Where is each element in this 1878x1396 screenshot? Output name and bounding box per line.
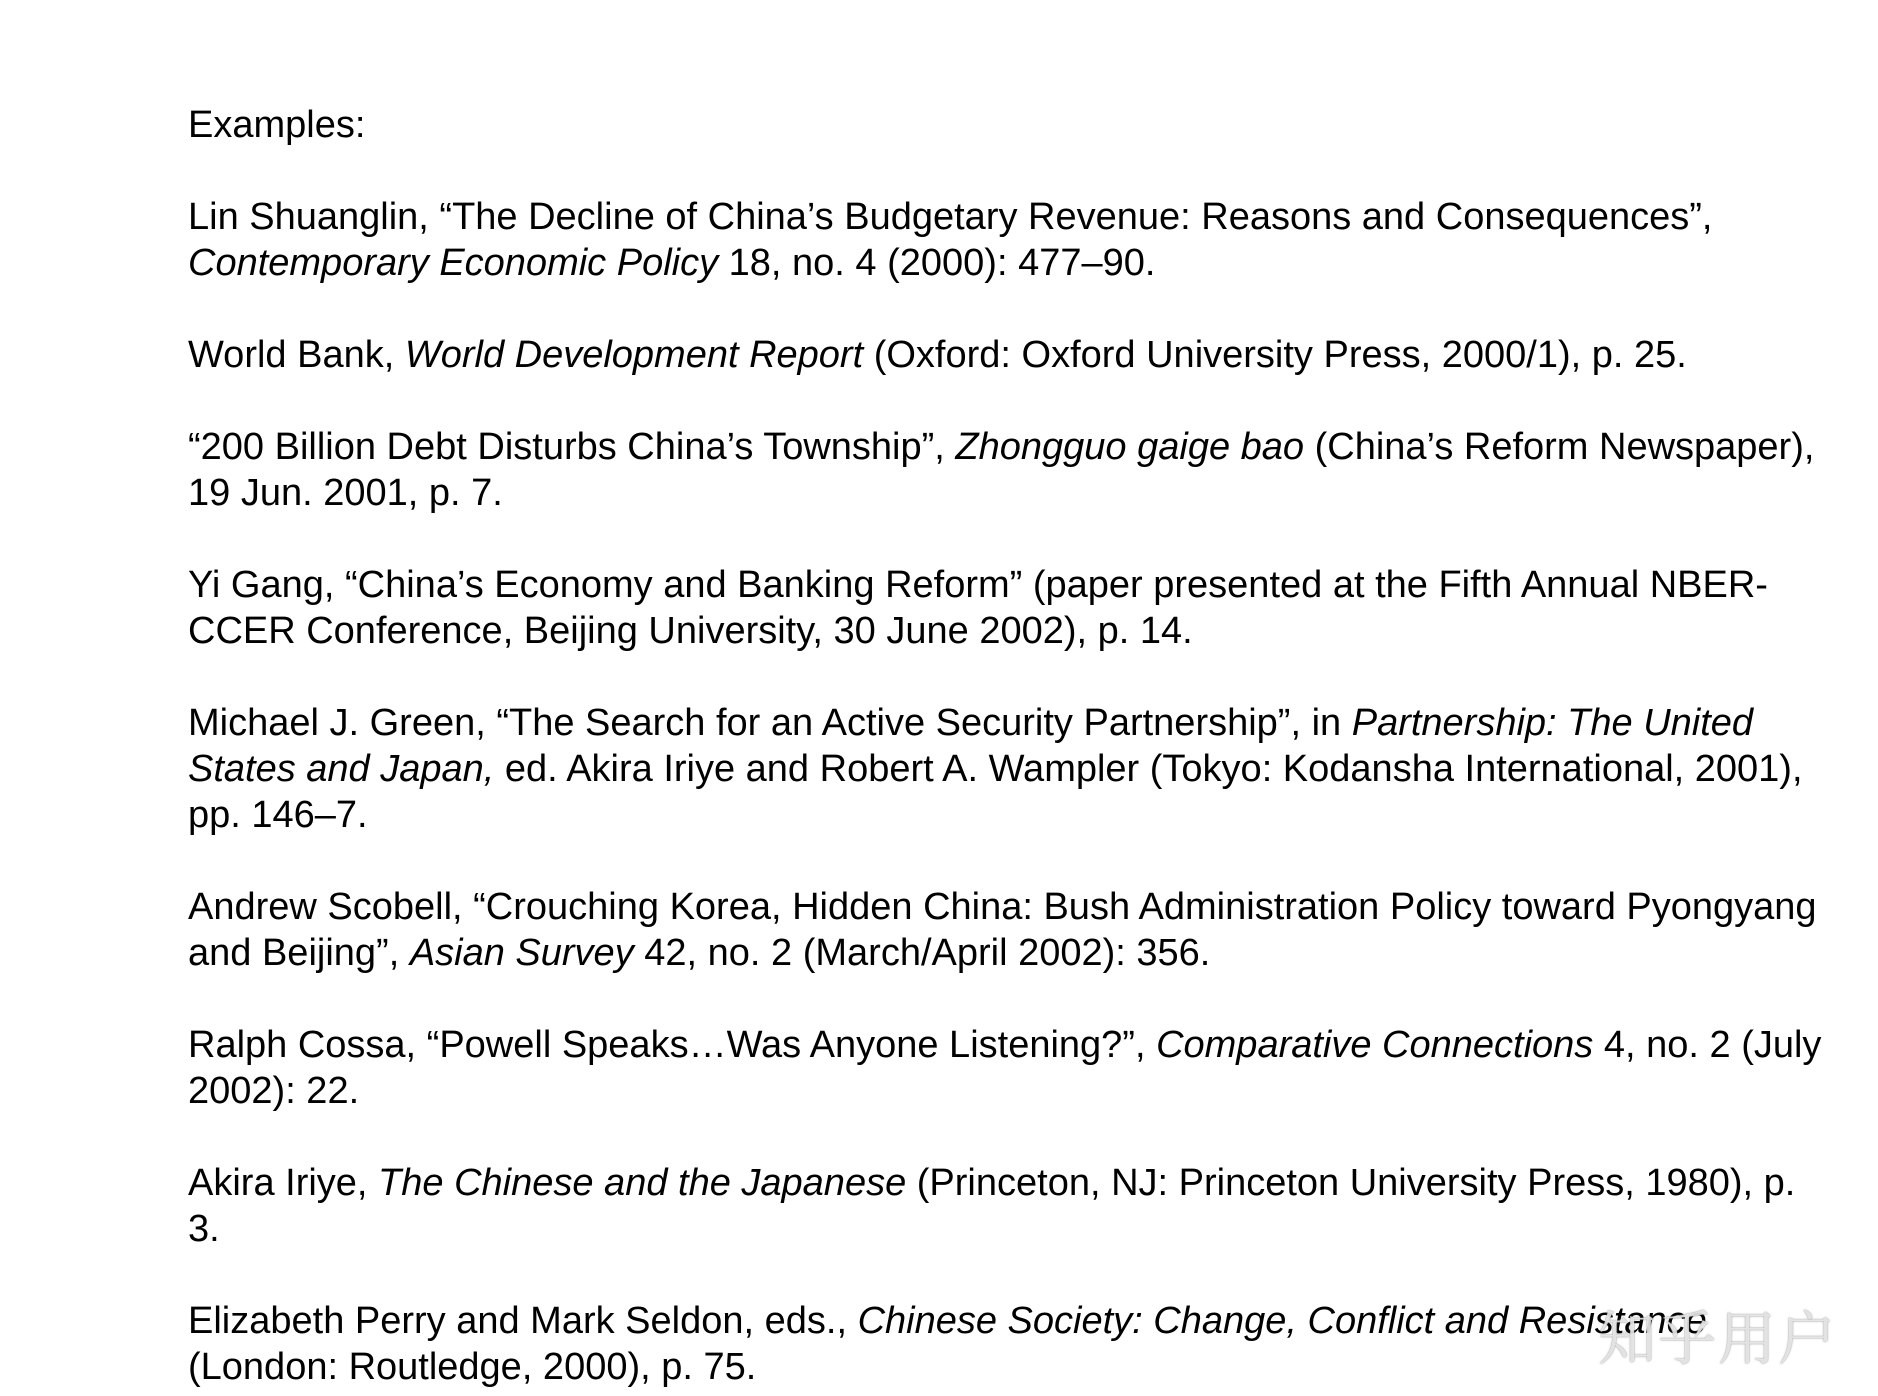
citation-text: Lin Shuanglin, “The Decline of China’s Budgetary Revenue: Reasons and Consequences”, [188,196,1713,238]
citation-entry [188,562,1828,654]
citation-title-italic: Comparative Connections [1156,1024,1594,1066]
citation-text: 4, no. 2 (July 2002): 22. [188,1024,1822,1112]
citation-text: (Oxford: Oxford University Press, 2000/1), p. 25. [863,334,1687,376]
citation-entry [188,1160,1828,1252]
citation-title-italic: Partnership: The United States and Japan, [188,702,1754,790]
citation-entry [188,1022,1828,1114]
citation-title-italic: World Development Report [404,334,864,376]
citation-title-italic: Contemporary Economic Policy [188,242,719,284]
citation-entry [188,1298,1828,1390]
citation-text: Elizabeth Perry and Mark Seldon, eds., [188,1300,858,1342]
citation-entry [188,194,1828,286]
citation-text: (London: Routledge, 2000), p. 75. [188,1346,757,1388]
citation-title-italic: Zhongguo gaige bao [955,426,1305,468]
citation-text: Akira Iriye, [188,1162,379,1204]
citation-entry [188,424,1828,516]
examples-heading: Examples: [188,104,366,146]
citation-entry [188,332,1828,378]
citation-title-italic: Asian Survey [409,932,634,974]
citation-text: Michael J. Green, “The Search for an Active Security Partnership”, in [188,702,1352,744]
citation-entry [188,700,1828,838]
citation-text: Andrew Scobell, “Crouching Korea, Hidden China: Bush Administration Policy toward Pyongyang and Beijing”, [188,886,1817,974]
citation-text: “200 Billion Debt Disturbs China’s Township”, [188,426,956,468]
citation-title-italic: The Chinese and the Japanese [378,1162,907,1204]
citation-text: 42, no. 2 (March/April 2002): 356. [633,932,1211,974]
citation-text: Yi Gang, “China’s Economy and Banking Reform” (paper presented at the Fifth Annual NBER-CCER Conference, Beijing University, 30 June 2002), p. 14. [188,564,1768,652]
watermark-text: 知乎用户 [1597,1305,1838,1373]
document-page [188,102,1828,1390]
citation-entry [188,884,1828,976]
citation-text: (Princeton, NJ: Princeton University Press, 1980), p. 3. [188,1162,1796,1250]
citation-text: Ralph Cossa, “Powell Speaks…Was Anyone Listening?”, [188,1024,1157,1066]
citation-text: (China’s Reform Newspaper), 19 Jun. 2001, p. 7. [188,426,1815,514]
citation-title-italic: Chinese Society: Change, Conflict and Resistance [857,1300,1707,1342]
citation-text: ed. Akira Iriye and Robert A. Wampler (Tokyo: Kodansha International, 2001), pp. 146–7. [188,748,1803,836]
citation-text: 18, no. 4 (2000): 477–90. [718,242,1156,284]
citation-text: World Bank, [188,334,405,376]
